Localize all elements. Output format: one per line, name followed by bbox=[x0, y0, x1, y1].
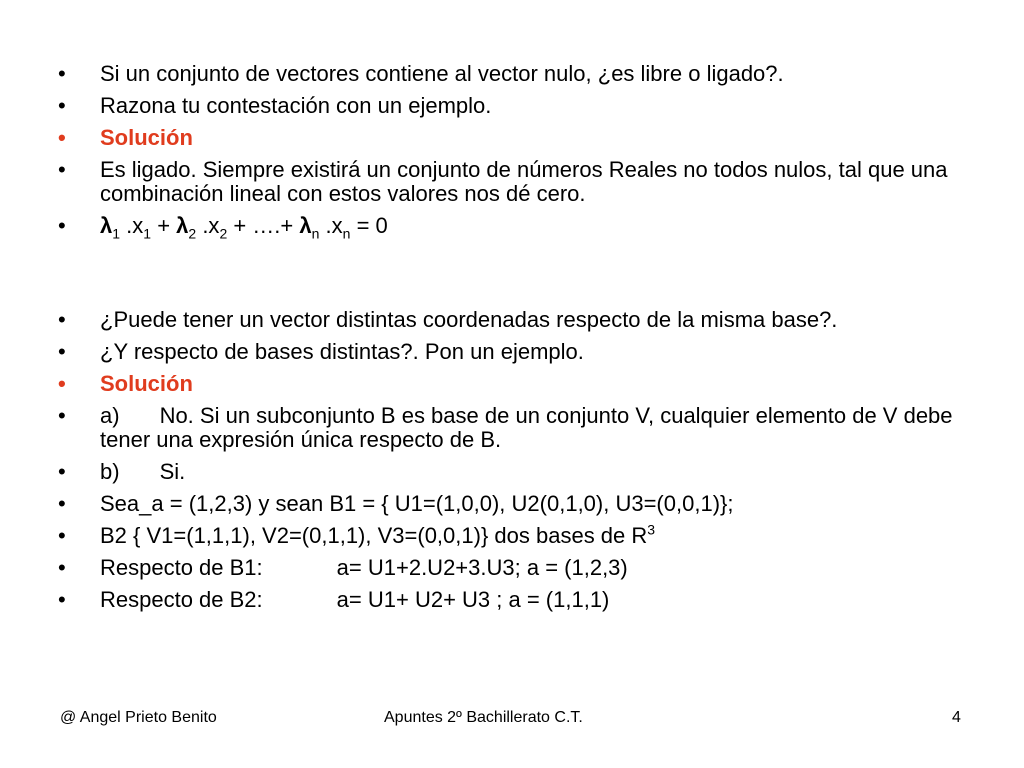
question-text: Si un conjunto de vectores contiene al vector nulo, ¿es libre o ligado?. bbox=[100, 61, 784, 86]
answer-label: b) bbox=[100, 459, 120, 484]
respect-label: Respecto de B2: bbox=[100, 587, 263, 612]
example-text: Sea_a = (1,2,3) y sean B1 = { U1=(1,0,0), U2(0,1,0), U3=(0,0,1)}; bbox=[100, 491, 734, 516]
footer-page-number: 4 bbox=[952, 709, 961, 726]
footer-author: @ Angel Prieto Benito bbox=[60, 709, 217, 726]
list-item-question-3 bbox=[58, 308, 978, 332]
bullet-icon: • bbox=[58, 403, 66, 428]
bullet-icon: • bbox=[58, 555, 66, 580]
bullet-icon: • bbox=[58, 157, 66, 182]
bullet-icon: • bbox=[58, 459, 66, 484]
formula-part: .x bbox=[120, 213, 144, 238]
answer-text: Es ligado. Siempre existirá un conjunto de números Reales no todos nulos, tal que una combinación lineal con estos valores nos dé cero. bbox=[100, 157, 948, 206]
list-item-b2 bbox=[58, 521, 978, 548]
list-item-answer-a bbox=[58, 404, 978, 452]
solution-heading: Solución bbox=[100, 371, 193, 396]
bullet-icon: • bbox=[58, 339, 66, 364]
bullet-list bbox=[58, 62, 978, 620]
list-item-answer-1 bbox=[58, 158, 978, 206]
formula-part: + ….+ bbox=[227, 213, 300, 238]
bullet-icon: • bbox=[58, 213, 66, 238]
solution-heading: Solución bbox=[100, 125, 193, 150]
subscript: 1 bbox=[143, 225, 152, 242]
bullet-icon: • bbox=[58, 93, 66, 118]
question-text: ¿Y respecto de bases distintas?. Pon un ejemplo. bbox=[100, 339, 584, 364]
bullet-icon: • bbox=[58, 587, 66, 612]
answer-label: a) bbox=[100, 403, 120, 428]
subscript: n bbox=[342, 225, 351, 242]
bullet-icon: • bbox=[58, 307, 66, 332]
subscript: n bbox=[311, 225, 320, 242]
formula-part: + bbox=[151, 213, 177, 238]
formula-part: .x bbox=[196, 213, 220, 238]
list-item-formula bbox=[58, 213, 978, 242]
list-item-question-2 bbox=[58, 94, 978, 118]
superscript: 3 bbox=[647, 521, 656, 538]
bullet-icon: • bbox=[58, 371, 66, 396]
question-text: ¿Puede tener un vector distintas coordenadas respecto de la misma base?. bbox=[100, 307, 838, 332]
bullet-icon: • bbox=[58, 61, 66, 86]
list-item-respect-b2 bbox=[58, 588, 978, 612]
subscript: 2 bbox=[219, 225, 228, 242]
formula-part: = 0 bbox=[350, 213, 388, 238]
formula-part: .x bbox=[319, 213, 343, 238]
list-item-question-1 bbox=[58, 62, 978, 86]
list-item-respect-b1 bbox=[58, 556, 978, 580]
bullet-icon: • bbox=[58, 491, 66, 516]
list-item-solution-2 bbox=[58, 372, 978, 396]
subscript: 1 bbox=[112, 225, 121, 242]
lambda-symbol: λ bbox=[299, 213, 312, 238]
list-item-solution-1 bbox=[58, 126, 978, 150]
list-item-question-4 bbox=[58, 340, 978, 364]
footer-course: Apuntes 2º Bachillerato C.T. bbox=[384, 709, 583, 726]
example-text: B2 { V1=(1,1,1), V2=(0,1,1), V3=(0,0,1)} dos bases de R bbox=[100, 523, 648, 548]
lambda-symbol: λ bbox=[100, 213, 113, 238]
subscript: 2 bbox=[188, 225, 197, 242]
bullet-icon: • bbox=[58, 523, 66, 548]
answer-text: No. Si un subconjunto B es base de un conjunto V, cualquier elemento de V debe tener una expresión única respecto de B. bbox=[100, 403, 953, 452]
respect-text: a= U1+2.U2+3.U3; a = (1,2,3) bbox=[336, 555, 628, 580]
formula bbox=[100, 213, 388, 242]
respect-label: Respecto de B1: bbox=[100, 555, 263, 580]
list-item-answer-b bbox=[58, 460, 978, 484]
respect-text: a= U1+ U2+ U3 ; a = (1,1,1) bbox=[336, 587, 610, 612]
bullet-icon: • bbox=[58, 125, 66, 150]
question-text: Razona tu contestación con un ejemplo. bbox=[100, 93, 492, 118]
lambda-symbol: λ bbox=[176, 213, 189, 238]
answer-text: Si. bbox=[159, 459, 186, 484]
list-item-sea bbox=[58, 492, 978, 516]
